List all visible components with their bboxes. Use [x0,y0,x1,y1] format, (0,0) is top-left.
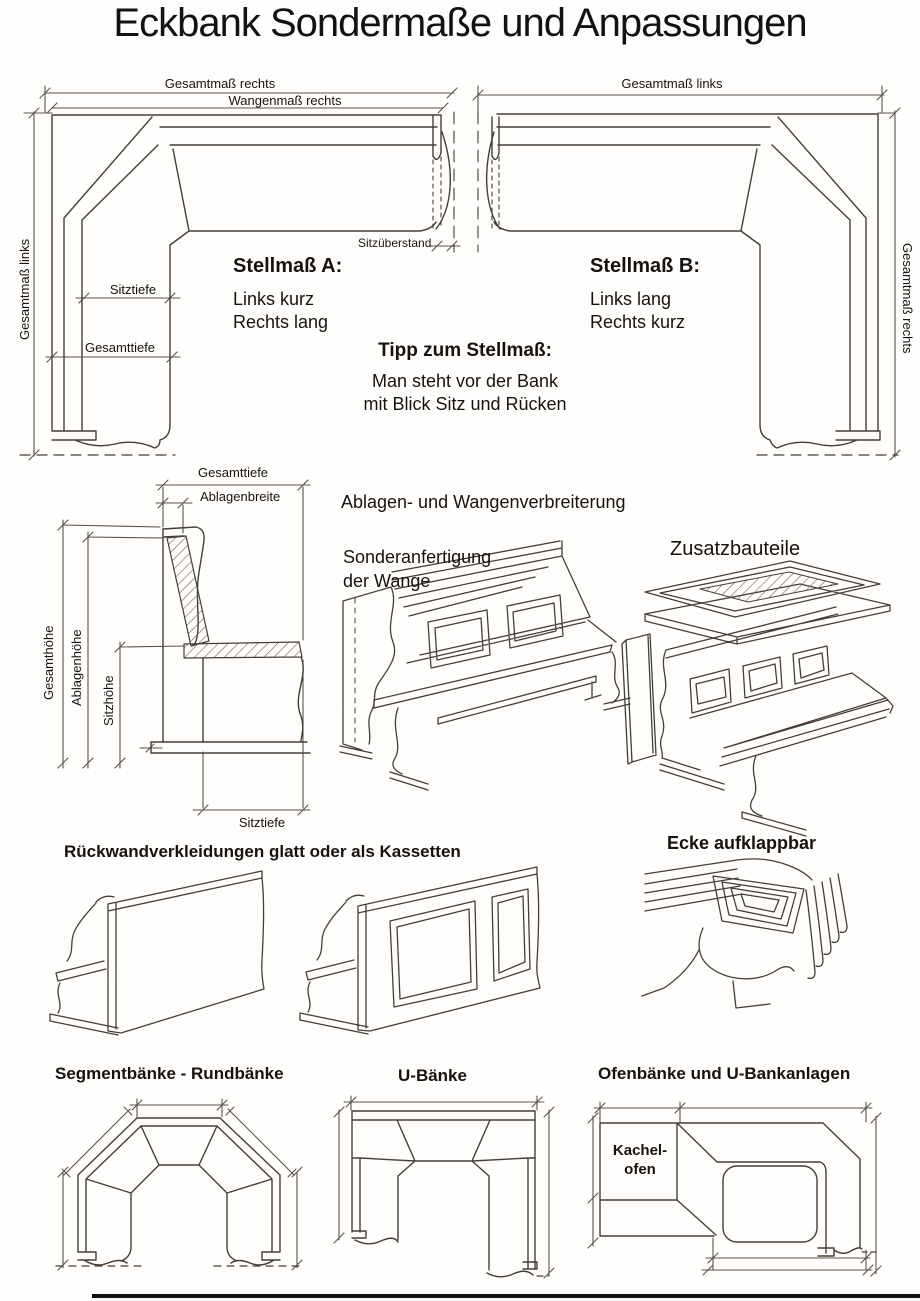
kachelofen-label-1: Kachel- [612,1142,668,1159]
dim-label-gesamtmass-rechts-a: Gesamtmaß rechts [164,76,276,91]
dim-label-gesamtmass-links-b: Gesamtmaß links [621,76,723,91]
stellmass-a-line1: Links kurz [233,289,315,309]
section-header-u-baenke: U-Bänke [398,1066,467,1085]
dim-label-sitztiefe-a: Sitztiefe [109,282,157,297]
dim-label-gesamtmass-rechts-b: Gesamtmaß rechts [900,243,915,354]
page-title: Eckbank Sondermaße und Anpassungen [113,1,807,45]
section-header-segmentbaenke: Segmentbänke - Rundbänke [55,1064,284,1083]
stellmass-b-line2: Rechts kurz [590,312,686,332]
section-header-rueckwand: Rückwandverkleidungen glatt oder als Kassetten [64,842,461,861]
section-header-zusatzbauteile: Zusatzbauteile [670,538,801,560]
dim-label-gesamttiefe-a: Gesamttiefe [84,340,156,355]
segmentbank-drawing [56,1099,304,1270]
dim-label-ablagenbreite: Ablagenbreite [200,489,281,504]
tipp-line2: mit Blick Sitz und Rücken [363,394,567,414]
dim-label-gesamthoehe: Gesamthöhe [41,625,56,700]
section-header-ofenbaenke: Ofenbänke und U-Bankanlagen [598,1064,851,1083]
stellmass-a-line2: Rechts lang [233,312,329,332]
ecke-aufklappbar-drawing [642,859,847,1008]
rueckwand-glatt-drawing [50,871,264,1035]
section-header-ablagen: Ablagen- und Wangenverbreiterung [341,492,626,512]
dim-label-sitzueberstand: Sitzüberstand [358,236,432,250]
rueckwand-kassetten-drawing [300,867,540,1034]
dim-label-ablagenhoehe: Ablagenhöhe [69,629,84,706]
tipp-line1: Man steht vor der Bank [371,371,559,391]
dim-label-gesamttiefe-side: Gesamttiefe [197,465,269,480]
bottom-scan-line [92,1294,920,1298]
kachelofen-label-2: ofen [624,1161,656,1178]
dim-label-wangenmass-rechts: Wangenmaß rechts [228,93,342,108]
section-label-sonderanfertigung-1: Sonderanfertigung [343,547,492,567]
ofenbank-drawing [588,1102,881,1276]
dim-label-gesamtmass-links-a: Gesamtmaß links [17,238,32,340]
section-header-ecke: Ecke aufklappbar [667,833,817,853]
zusatzbauteile-drawing [622,561,893,836]
stellmass-a-heading: Stellmaß A: [233,255,343,277]
u-bank-drawing [334,1096,554,1278]
side-view-drawing [58,480,310,815]
section-label-sonderanfertigung-2: der Wange [343,571,431,591]
stellmass-b-heading: Stellmaß B: [590,255,701,277]
dim-label-sitzhoehe: Sitzhöhe [101,675,116,726]
tipp-heading: Tipp zum Stellmaß: [378,340,552,361]
stellmass-b-line1: Links lang [590,289,672,309]
dim-label-sitztiefe-side: Sitztiefe [238,815,286,830]
